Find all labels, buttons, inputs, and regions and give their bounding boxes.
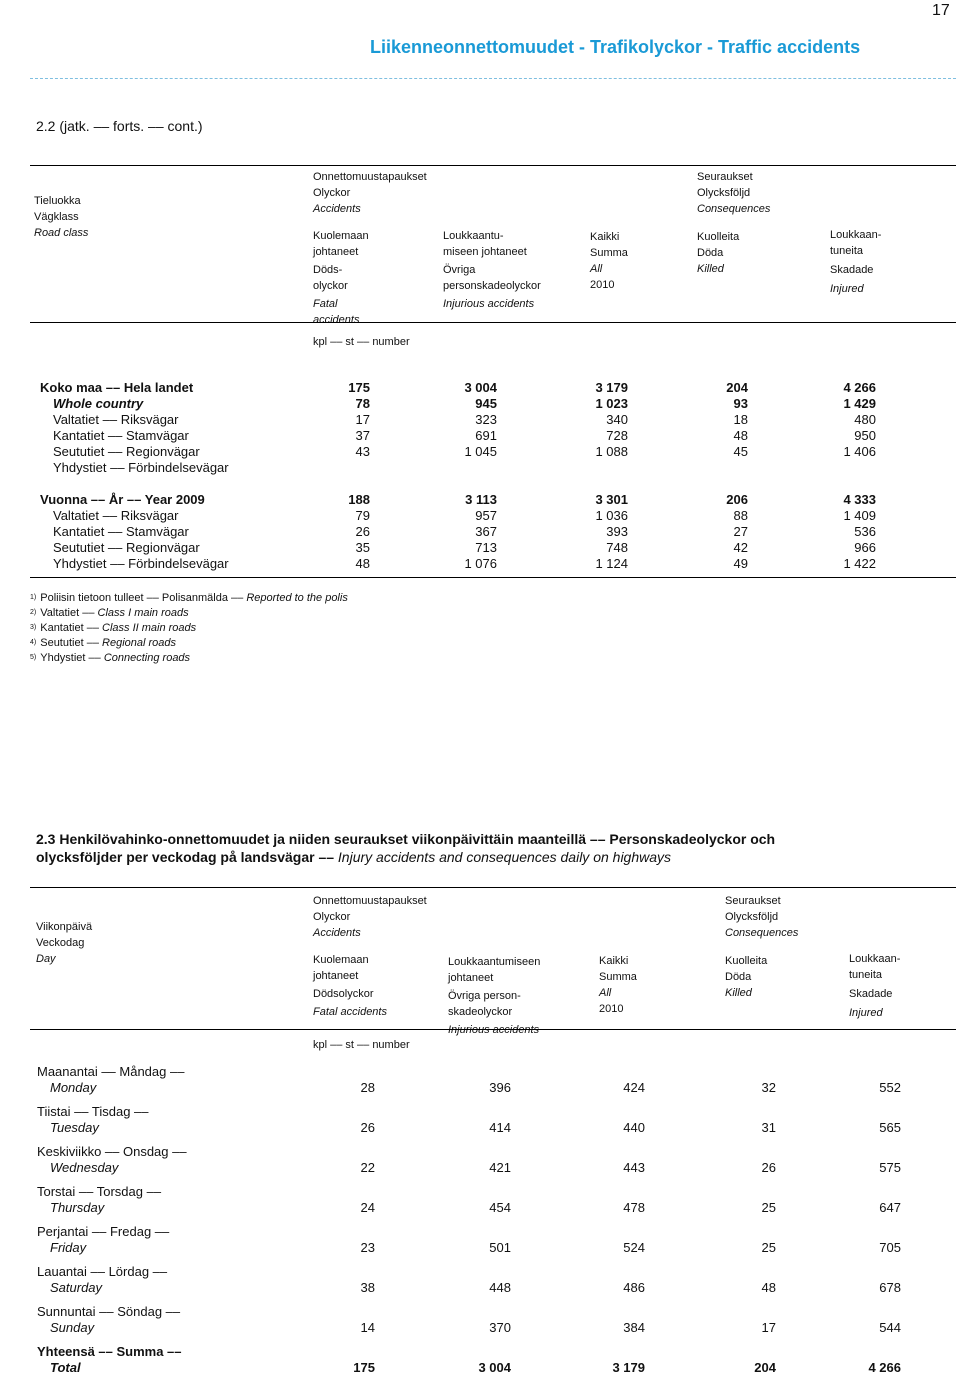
cell-killed: 48 xyxy=(761,1280,776,1295)
cell-fatal: 35 xyxy=(355,540,370,555)
table-row xyxy=(30,1104,930,1142)
cell-fatal: 22 xyxy=(360,1160,375,1175)
table2-accidents-group-header: Onnettomuustapaukset Olyckor Accidents xyxy=(313,895,427,939)
day-label-english: Thursday xyxy=(50,1200,105,1215)
cell-killed: 48 xyxy=(733,428,748,443)
cell-killed: 49 xyxy=(733,556,748,571)
day-label: Sunnuntai –– Söndag –– xyxy=(37,1304,181,1319)
cell-killed: 26 xyxy=(761,1160,776,1175)
day-label-english: Saturday xyxy=(50,1280,103,1295)
table1-bottom-rule xyxy=(30,577,956,578)
cell-fatal: 23 xyxy=(360,1240,375,1255)
cell-all: 3 179 xyxy=(612,1360,645,1375)
table2-injurious-header: Loukkaantumiseen johtaneet Övriga person- skadeolyckor Injurious accidents xyxy=(448,956,541,1036)
footnote-text: Poliisin tietoon tulleet –– Polisanmälda –– xyxy=(40,592,247,604)
table2-injured-header: Loukkaan- tuneita Skadade Injured xyxy=(849,953,901,1019)
table-row xyxy=(30,444,930,460)
day-label-english: Tuesday xyxy=(50,1120,99,1135)
cell-injurious: 370 xyxy=(489,1320,511,1335)
cell-injurious: 3 113 xyxy=(465,492,497,507)
cell-killed: 25 xyxy=(761,1240,776,1255)
cell-killed: 206 xyxy=(726,492,748,507)
table1-consequences-group-header: Seuraukset Olycksföljd Consequences xyxy=(697,171,771,215)
cell-all: 440 xyxy=(623,1120,645,1135)
footnote-mark: 5) xyxy=(30,654,37,661)
table-row xyxy=(30,508,930,524)
cell-killed: 88 xyxy=(733,508,748,523)
table1-rowlabel-header: Tieluokka Vägklass Road class xyxy=(34,195,89,239)
table1-units: kpl –– st –– number xyxy=(313,336,410,348)
cell-injurious: 3 004 xyxy=(464,380,497,395)
cell-all: 3 301 xyxy=(595,492,628,507)
cell-all: 1 036 xyxy=(595,508,628,523)
cell-all: 443 xyxy=(623,1160,645,1175)
cell-killed: 93 xyxy=(733,396,748,411)
table-row xyxy=(30,460,930,476)
cell-injured: 575 xyxy=(879,1160,901,1175)
table2-all-header: Kaikki Summa All 2010 xyxy=(599,955,637,1015)
cell-injured: 950 xyxy=(854,428,876,443)
cell-fatal: 38 xyxy=(360,1280,375,1295)
row-label: Vuonna –– År –– Year 2009 xyxy=(40,492,205,507)
table-row xyxy=(30,1064,930,1102)
footnote-mark: 4) xyxy=(30,639,37,646)
row-label: Kantatiet –– Stamvägar xyxy=(53,524,189,539)
cell-all: 1 124 xyxy=(595,556,628,571)
cell-fatal: 78 xyxy=(355,396,370,411)
cell-fatal: 188 xyxy=(348,492,370,507)
table1-all-header: Kaikki Summa All 2010 xyxy=(590,231,628,291)
table-row xyxy=(30,1264,930,1302)
cell-fatal: 26 xyxy=(355,524,370,539)
day-label-english: Friday xyxy=(50,1240,87,1255)
table2-top-rule xyxy=(30,887,956,888)
cell-fatal: 43 xyxy=(355,444,370,459)
page-number: 17 xyxy=(932,2,950,19)
cell-injured: 1 406 xyxy=(843,444,876,459)
cell-killed: 31 xyxy=(761,1120,776,1135)
cell-injurious: 3 004 xyxy=(478,1360,511,1375)
cell-all: 1 088 xyxy=(595,444,628,459)
table-row xyxy=(30,396,930,412)
footnote-english: Reported to the polis xyxy=(246,592,348,604)
table-row xyxy=(30,492,930,508)
cell-all: 340 xyxy=(606,412,628,427)
footnote-mark: 3) xyxy=(30,624,37,631)
cell-fatal: 28 xyxy=(360,1080,375,1095)
table-row xyxy=(30,540,930,556)
cell-injurious: 396 xyxy=(489,1080,511,1095)
table1-fatal-header: Kuolemaan johtaneet Döds- olyckor Fatal accidents xyxy=(313,230,369,326)
footnote xyxy=(30,651,190,665)
cell-killed: 25 xyxy=(761,1200,776,1215)
day-label: Lauantai –– Lördag –– xyxy=(37,1264,168,1279)
table2-title: 2.3 Henkilövahinko-onnettomuudet ja niiden seuraukset viikonpäivittäin maanteillä –– Personskadeolyckor och olycksföljder per veckodag på landsvägar –– Injury accidents and consequences daily on highways xyxy=(36,831,776,865)
cell-all: 3 179 xyxy=(595,380,628,395)
footnote-english: Class I main roads xyxy=(97,607,189,619)
footnote xyxy=(30,591,348,605)
cell-injured: 4 266 xyxy=(843,380,876,395)
cell-injurious: 448 xyxy=(489,1280,511,1295)
cell-injured: 966 xyxy=(854,540,876,555)
cell-fatal: 79 xyxy=(355,508,370,523)
day-label: Yhteensä –– Summa –– xyxy=(37,1344,182,1359)
cell-injured: 536 xyxy=(854,524,876,539)
cell-fatal: 17 xyxy=(355,412,370,427)
cell-injured: 1 409 xyxy=(843,508,876,523)
cell-injurious: 421 xyxy=(489,1160,511,1175)
footnote-mark: 2) xyxy=(30,609,37,616)
row-label: Yhdystiet –– Förbindelsevägar xyxy=(53,460,229,475)
cell-all: 728 xyxy=(606,428,628,443)
cell-all: 384 xyxy=(623,1320,645,1335)
cell-injured: 1 429 xyxy=(843,396,876,411)
cell-injured: 565 xyxy=(879,1120,901,1135)
row-label: Koko maa –– Hela landet xyxy=(40,380,194,395)
cell-injured: 647 xyxy=(879,1200,901,1215)
footnote-english: Connecting roads xyxy=(103,652,191,664)
cell-all: 486 xyxy=(623,1280,645,1295)
cell-killed: 18 xyxy=(733,412,748,427)
cell-injured: 4 266 xyxy=(868,1360,901,1375)
cell-killed: 17 xyxy=(761,1320,776,1335)
table-row xyxy=(30,524,930,540)
cell-killed: 204 xyxy=(726,380,748,395)
footnote xyxy=(30,636,176,650)
day-label-english: Sunday xyxy=(50,1320,95,1335)
section-label: 2.2 (jatk. –– forts. –– cont.) xyxy=(36,118,203,134)
table2-header-rule xyxy=(30,1029,956,1030)
cell-injured: 544 xyxy=(879,1320,901,1335)
table2-killed-header: Kuolleita Döda Killed xyxy=(725,955,768,999)
table1-top-rule xyxy=(30,165,956,166)
footnote-english: Class II main roads xyxy=(102,622,197,634)
table-row xyxy=(30,1304,930,1342)
row-label: Seututiet –– Regionvägar xyxy=(53,540,200,555)
title-divider xyxy=(30,78,956,79)
row-label: Kantatiet –– Stamvägar xyxy=(53,428,189,443)
day-label-english: Total xyxy=(50,1360,81,1375)
cell-injurious: 454 xyxy=(489,1200,511,1215)
table-row xyxy=(30,556,930,572)
day-label-english: Wednesday xyxy=(50,1160,119,1175)
footnote-mark: 1) xyxy=(30,594,37,601)
footnote xyxy=(30,606,189,620)
row-label: Seututiet –– Regionvägar xyxy=(53,444,200,459)
footnote-text: Valtatiet –– xyxy=(40,607,98,619)
cell-injurious: 957 xyxy=(475,508,497,523)
cell-all: 393 xyxy=(606,524,628,539)
table-row xyxy=(30,1344,930,1382)
footnote-text: Seututiet –– xyxy=(40,637,103,649)
table2-consequences-group-header: Seuraukset Olycksföljd Consequences xyxy=(725,895,799,939)
cell-injured: 1 422 xyxy=(843,556,876,571)
cell-killed: 45 xyxy=(733,444,748,459)
table1-accidents-group-header: Onnettomuustapaukset Olyckor Accidents xyxy=(313,171,427,215)
cell-injurious: 945 xyxy=(475,396,497,411)
footnote-english: Regional roads xyxy=(102,637,177,649)
page-title: Liikenneonnettomuudet - Trafikolyckor - Traffic accidents xyxy=(370,37,861,57)
day-label: Maanantai –– Måndag –– xyxy=(37,1064,185,1079)
cell-injurious: 1 045 xyxy=(464,444,497,459)
cell-all: 424 xyxy=(623,1080,645,1095)
table-row xyxy=(30,428,930,444)
day-label: Perjantai –– Fredag –– xyxy=(37,1224,170,1239)
footnote-text: Yhdystiet –– xyxy=(40,652,104,664)
cell-fatal: 14 xyxy=(360,1320,375,1335)
cell-injurious: 713 xyxy=(475,540,497,555)
cell-fatal: 24 xyxy=(360,1200,375,1215)
row-label: Valtatiet –– Riksvägar xyxy=(53,412,179,427)
cell-injurious: 691 xyxy=(475,428,497,443)
cell-all: 524 xyxy=(623,1240,645,1255)
cell-all: 748 xyxy=(606,540,628,555)
cell-injured: 678 xyxy=(879,1280,901,1295)
table2-units: kpl –– st –– number xyxy=(313,1039,410,1051)
cell-killed: 204 xyxy=(754,1360,776,1375)
cell-killed: 27 xyxy=(733,524,748,539)
day-label-english: Monday xyxy=(50,1080,97,1095)
cell-all: 478 xyxy=(623,1200,645,1215)
cell-fatal: 175 xyxy=(353,1360,375,1375)
table1-header-rule xyxy=(30,322,956,323)
day-label: Tiistai –– Tisdag –– xyxy=(37,1104,149,1119)
cell-fatal: 175 xyxy=(348,380,370,395)
footnote xyxy=(30,621,196,635)
cell-injurious: 323 xyxy=(475,412,497,427)
cell-fatal: 26 xyxy=(360,1120,375,1135)
table1-injured-header: Loukkaan- tuneita Skadade Injured xyxy=(830,229,882,295)
day-label: Keskiviikko –– Onsdag –– xyxy=(37,1144,187,1159)
table-row xyxy=(30,412,930,428)
day-label: Torstai –– Torsdag –– xyxy=(37,1184,162,1199)
table2-rowlabel-header: Viikonpäivä Veckodag Day xyxy=(36,921,93,965)
table1-injurious-header: Loukkaantu- miseen johtaneet Övriga personskadeolyckor Injurious accidents xyxy=(443,230,541,310)
cell-injurious: 414 xyxy=(489,1120,511,1135)
table-row xyxy=(30,1184,930,1222)
cell-injured: 480 xyxy=(854,412,876,427)
table-row xyxy=(30,1224,930,1262)
row-label: Yhdystiet –– Förbindelsevägar xyxy=(53,556,229,571)
cell-injurious: 367 xyxy=(475,524,497,539)
cell-injured: 4 333 xyxy=(843,492,876,507)
cell-injurious: 1 076 xyxy=(464,556,497,571)
row-label: Valtatiet –– Riksvägar xyxy=(53,508,179,523)
cell-all: 1 023 xyxy=(595,396,628,411)
cell-injured: 705 xyxy=(879,1240,901,1255)
footnote-text: Kantatiet –– xyxy=(40,622,103,634)
table-row xyxy=(30,1144,930,1182)
cell-fatal: 48 xyxy=(355,556,370,571)
row-label: Whole country xyxy=(53,396,144,411)
table-row xyxy=(30,380,930,396)
cell-killed: 32 xyxy=(761,1080,776,1095)
cell-killed: 42 xyxy=(733,540,748,555)
cell-injured: 552 xyxy=(879,1080,901,1095)
cell-injurious: 501 xyxy=(489,1240,511,1255)
table1-killed-header: Kuolleita Döda Killed xyxy=(697,231,740,275)
table2-fatal-header: Kuolemaan johtaneet Dödsolyckor Fatal accidents xyxy=(313,954,387,1018)
cell-fatal: 37 xyxy=(355,428,370,443)
